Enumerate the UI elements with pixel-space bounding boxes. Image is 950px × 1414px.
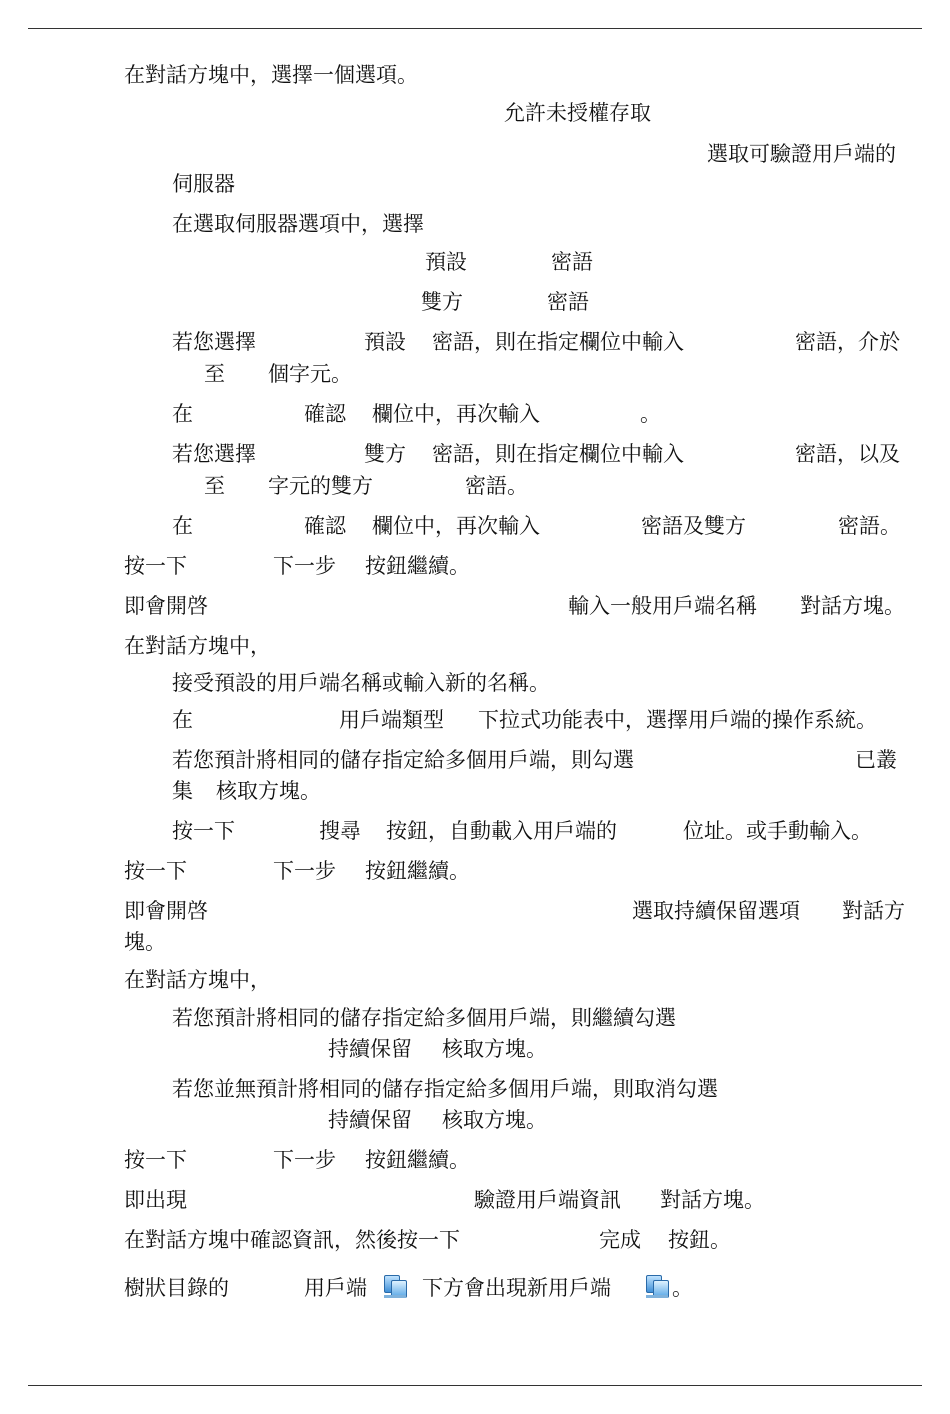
text-fragment: 用戶端: [304, 1276, 367, 1300]
text-fragment: 即出現: [124, 1188, 187, 1212]
text-fragment: 核取方塊。: [442, 1037, 547, 1061]
footer-rule: [28, 1385, 922, 1386]
text-line: 伺服器: [172, 172, 235, 196]
text-line: 接受預設的用戶端名稱或輸入新的名稱。: [172, 671, 550, 695]
text-fragment: 至: [204, 474, 225, 498]
text-fragment: 在: [172, 708, 193, 732]
text-line: 在對話方塊中，選擇一個選項。: [124, 63, 418, 87]
text-fragment: 按鈕繼續。: [365, 859, 470, 883]
text-fragment: 預設: [425, 250, 467, 274]
text-fragment: 若您選擇: [172, 330, 256, 354]
text-fragment: 下拉式功能表中，選擇用戶端的操作系統。: [478, 708, 877, 732]
text-fragment: 下方會出現新用戶端: [422, 1276, 611, 1300]
text-line: 若您預計將相同的儲存指定給多個用戶端，則繼續勾選: [172, 1006, 676, 1030]
text-fragment: 即會開啓: [124, 899, 208, 923]
text-fragment: 對話方塊。: [800, 594, 905, 618]
text-fragment: 即會開啓: [124, 594, 208, 618]
text-line: 若您並無預計將相同的儲存指定給多個用戶端，則取消勾選: [172, 1077, 718, 1101]
text-fragment: 密語，以及: [795, 442, 900, 466]
text-fragment: 至: [204, 362, 225, 386]
text-fragment: 在: [172, 514, 193, 538]
text-line: 在選取伺服器選項中，選擇: [172, 212, 424, 236]
text-fragment: 集: [172, 779, 193, 803]
text-fragment: 樹狀目錄的: [124, 1276, 229, 1300]
text-fragment: 輸入一般用戶端名稱: [568, 594, 757, 618]
text-fragment: 雙方: [421, 290, 463, 314]
text-fragment: 按鈕。: [668, 1228, 731, 1252]
text-line: 塊。: [124, 930, 166, 954]
text-fragment: 密語，則在指定欄位中輸入: [432, 330, 684, 354]
text-fragment: 完成: [599, 1228, 641, 1252]
text-fragment: 下一步: [273, 1148, 336, 1172]
text-fragment: 下一步: [273, 859, 336, 883]
text-fragment: 按鈕繼續。: [365, 554, 470, 578]
text-fragment: 雙方: [364, 442, 406, 466]
text-fragment: 欄位中，再次輸入: [372, 402, 540, 426]
clients-folder-icon: [378, 1274, 412, 1303]
text-fragment: 欄位中，再次輸入: [372, 514, 540, 538]
text-line: 在對話方塊中，: [124, 634, 271, 658]
text-fragment: 核取方塊。: [442, 1108, 547, 1132]
text-fragment: 密語。: [838, 514, 901, 538]
text-fragment: 密語，介於: [795, 330, 900, 354]
text-fragment: 確認: [304, 402, 346, 426]
text-fragment: 密語。: [465, 474, 528, 498]
text-fragment: 在對話方塊中確認資訊，然後按一下: [124, 1228, 460, 1252]
text-fragment: 按一下: [124, 859, 187, 883]
text-fragment: 。: [672, 1276, 693, 1300]
text-fragment: 在: [172, 402, 193, 426]
new-client-icon: [640, 1274, 674, 1303]
text-fragment: 按鈕繼續。: [365, 1148, 470, 1172]
text-fragment: 密語及雙方: [641, 514, 746, 538]
text-fragment: 持續保留: [328, 1108, 412, 1132]
text-fragment: 下一步: [273, 554, 336, 578]
text-line: 選取可驗證用戶端的: [707, 142, 896, 166]
text-fragment: 已叢: [855, 748, 897, 772]
text-line: 允許未授權存取: [504, 101, 651, 125]
text-fragment: 若您選擇: [172, 442, 256, 466]
text-fragment: 驗證用戶端資訊: [474, 1188, 621, 1212]
text-fragment: 按鈕，自動載入用戶端的: [386, 819, 617, 843]
text-fragment: 預設: [364, 330, 406, 354]
text-fragment: 位址。或手動輸入。: [683, 819, 872, 843]
text-fragment: 若您預計將相同的儲存指定給多個用戶端，則勾選: [172, 748, 634, 772]
text-fragment: 選取持續保留選項: [632, 899, 800, 923]
text-fragment: 對話方塊。: [660, 1188, 765, 1212]
text-fragment: 密語，則在指定欄位中輸入: [432, 442, 684, 466]
text-fragment: 。: [640, 402, 661, 426]
text-fragment: 密語: [551, 250, 593, 274]
text-line: 在對話方塊中，: [124, 968, 271, 992]
text-fragment: 用戶端類型: [339, 708, 444, 732]
header-rule: [28, 28, 922, 29]
text-fragment: 字元的雙方: [268, 474, 373, 498]
text-fragment: 持續保留: [328, 1037, 412, 1061]
text-fragment: 按一下: [172, 819, 235, 843]
text-fragment: 搜尋: [319, 819, 361, 843]
text-fragment: 核取方塊。: [216, 779, 321, 803]
text-fragment: 個字元。: [268, 362, 352, 386]
text-fragment: 對話方: [842, 899, 905, 923]
text-fragment: 確認: [304, 514, 346, 538]
text-fragment: 按一下: [124, 554, 187, 578]
text-fragment: 密語: [547, 290, 589, 314]
text-fragment: 按一下: [124, 1148, 187, 1172]
